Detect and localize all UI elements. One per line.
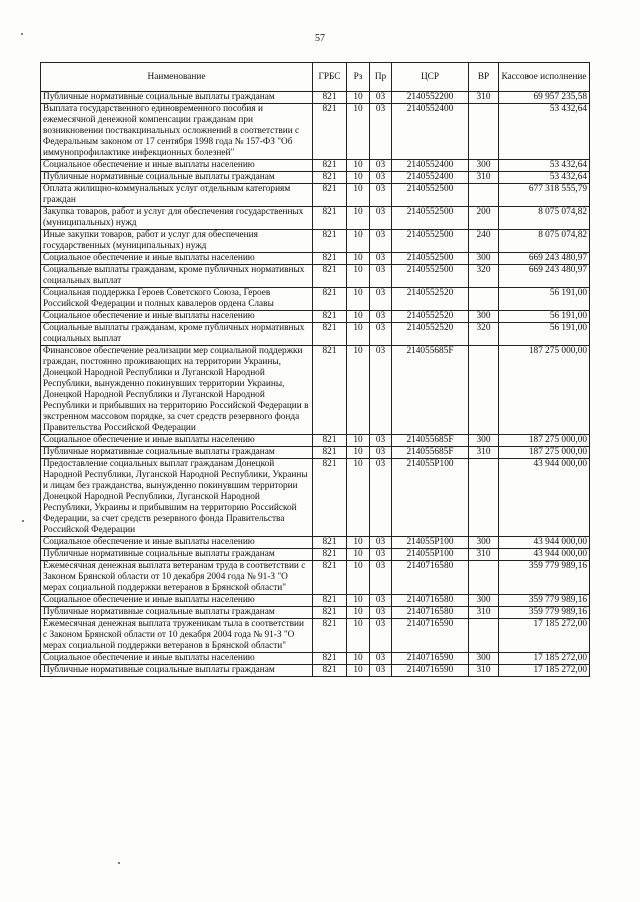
row-amount: 17 185 272,00 xyxy=(499,619,590,653)
row-name: Ежемесячная денежная выплата труженикам тыла в соответствии с Законом Брянской области от 10 декабря 2004 года № 91-З "О мерах социальной поддержки ветеранов в Брянской области" xyxy=(41,619,313,653)
table-row xyxy=(41,435,590,447)
row-amount: 359 779 989,16 xyxy=(499,607,590,619)
row-grbs: 821 xyxy=(313,172,347,184)
row-pr: 03 xyxy=(370,265,392,288)
row-name: Социальное обеспечение и иные выплаты населению xyxy=(41,253,313,265)
table-row xyxy=(41,619,590,653)
row-vr: 300 xyxy=(469,435,499,447)
row-grbs: 821 xyxy=(313,323,347,346)
header-grbs: ГРБС xyxy=(313,63,347,92)
table-row xyxy=(41,253,590,265)
row-name: Финансовое обеспечение реализации мер социальной поддержки граждан, постоянно проживающих на территории Украины, Донецкой Народной Республики и Луганской Народной Республики, вынужденно покинувших территории Украины, Донецкой Народной Республики и Луганской Народной Республики и прибывших на территорию Российской Федерации в экстренном массовом порядке, за счет средств резервного фонда Правительства Российской Федерации xyxy=(41,346,313,435)
row-csr: 214055685F xyxy=(392,435,469,447)
row-pr: 03 xyxy=(370,323,392,346)
row-grbs: 821 xyxy=(313,561,347,595)
row-name: Публичные нормативные социальные выплаты гражданам xyxy=(41,172,313,184)
row-vr: 300 xyxy=(469,253,499,265)
budget-table xyxy=(40,62,590,677)
row-csr: 2140552500 xyxy=(392,207,469,230)
row-vr: 240 xyxy=(469,230,499,253)
row-csr: 2140552400 xyxy=(392,160,469,172)
row-vr xyxy=(469,288,499,311)
row-amount: 359 779 989,16 xyxy=(499,561,590,595)
row-grbs: 821 xyxy=(313,265,347,288)
row-rz: 10 xyxy=(347,253,370,265)
row-pr: 03 xyxy=(370,537,392,549)
row-name: Предоставление социальных выплат гражданам Донецкой Народной Республики, Луганской Народной Республики, Украины и лицам без гражданства, вынужденно покинувшим территории Донецкой Народной Республики, Луганской Народной Республики, Украины и прибывшим на территорию Российской Федерации, за счет средств резервного фонда Правительства Российской Федерации xyxy=(41,459,313,537)
row-rz: 10 xyxy=(347,435,370,447)
row-rz: 10 xyxy=(347,459,370,537)
row-rz: 10 xyxy=(347,561,370,595)
table-row xyxy=(41,288,590,311)
header-vr: ВР xyxy=(469,63,499,92)
header-amount: Кассовое исполнение xyxy=(499,63,590,92)
row-grbs: 821 xyxy=(313,253,347,265)
row-grbs: 821 xyxy=(313,619,347,653)
row-name: Социальные выплаты гражданам, кроме публичных нормативных социальных выплат xyxy=(41,265,313,288)
table-row xyxy=(41,561,590,595)
row-pr: 03 xyxy=(370,665,392,677)
row-name: Публичные нормативные социальные выплаты гражданам xyxy=(41,665,313,677)
header-name: Наименование xyxy=(41,63,313,92)
row-grbs: 821 xyxy=(313,549,347,561)
row-rz: 10 xyxy=(347,595,370,607)
row-name: Социальное обеспечение и иные выплаты населению xyxy=(41,311,313,323)
row-vr: 200 xyxy=(469,207,499,230)
row-csr: 2140552200 xyxy=(392,92,469,104)
row-pr: 03 xyxy=(370,653,392,665)
row-pr: 03 xyxy=(370,288,392,311)
row-name: Иные закупки товаров, работ и услуг для обеспечения государственных (муниципальных) нужд xyxy=(41,230,313,253)
table-row xyxy=(41,653,590,665)
row-amount: 56 191,00 xyxy=(499,311,590,323)
table-header-row xyxy=(41,63,590,92)
row-amount: 17 185 272,00 xyxy=(499,665,590,677)
row-rz: 10 xyxy=(347,549,370,561)
row-csr: 2140716590 xyxy=(392,619,469,653)
table-row xyxy=(41,607,590,619)
row-amount: 669 243 480,97 xyxy=(499,253,590,265)
table-row xyxy=(41,447,590,459)
row-csr: 2140716590 xyxy=(392,665,469,677)
row-rz: 10 xyxy=(347,537,370,549)
row-amount: 43 944 000,00 xyxy=(499,549,590,561)
row-name: Социальное обеспечение и иные выплаты населению xyxy=(41,160,313,172)
table-row xyxy=(41,230,590,253)
row-vr: 310 xyxy=(469,447,499,459)
row-rz: 10 xyxy=(347,346,370,435)
row-grbs: 821 xyxy=(313,665,347,677)
row-vr: 320 xyxy=(469,323,499,346)
row-rz: 10 xyxy=(347,184,370,207)
row-pr: 03 xyxy=(370,104,392,160)
row-csr: 2140716580 xyxy=(392,561,469,595)
row-vr: 310 xyxy=(469,665,499,677)
scan-speck xyxy=(21,33,23,35)
table-row xyxy=(41,595,590,607)
row-rz: 10 xyxy=(347,160,370,172)
row-vr: 300 xyxy=(469,160,499,172)
table-row xyxy=(41,323,590,346)
row-vr: 300 xyxy=(469,653,499,665)
row-vr xyxy=(469,459,499,537)
row-rz: 10 xyxy=(347,104,370,160)
row-name: Публичные нормативные социальные выплаты гражданам xyxy=(41,607,313,619)
row-rz: 10 xyxy=(347,607,370,619)
row-pr: 03 xyxy=(370,447,392,459)
row-vr: 310 xyxy=(469,92,499,104)
row-pr: 03 xyxy=(370,619,392,653)
row-rz: 10 xyxy=(347,323,370,346)
row-name: Выплата государственного единовременного пособия и ежемесячной денежной компенсации гражданам при возникновении поствакцинальных осложнений в соответствии с Федеральным законом от 17 сентября 1998 года № 157-ФЗ "Об иммунопрофилактике инфекционных болезней" xyxy=(41,104,313,160)
row-pr: 03 xyxy=(370,595,392,607)
row-csr: 2140716590 xyxy=(392,653,469,665)
row-amount: 53 432,64 xyxy=(499,160,590,172)
row-amount: 56 191,00 xyxy=(499,323,590,346)
row-name: Публичные нормативные социальные выплаты гражданам xyxy=(41,447,313,459)
table-row xyxy=(41,665,590,677)
row-grbs: 821 xyxy=(313,435,347,447)
row-vr xyxy=(469,184,499,207)
row-csr: 214055685F xyxy=(392,346,469,435)
row-pr: 03 xyxy=(370,230,392,253)
row-rz: 10 xyxy=(347,653,370,665)
row-pr: 03 xyxy=(370,311,392,323)
header-pr: Пр xyxy=(370,63,392,92)
row-name: Публичные нормативные социальные выплаты гражданам xyxy=(41,549,313,561)
row-vr xyxy=(469,346,499,435)
row-name: Социальное обеспечение и иные выплаты населению xyxy=(41,537,313,549)
row-amount: 677 318 555,79 xyxy=(499,184,590,207)
row-name: Закупка товаров, работ и услуг для обеспечения государственных (муниципальных) нужд xyxy=(41,207,313,230)
row-vr xyxy=(469,619,499,653)
row-vr: 300 xyxy=(469,311,499,323)
row-rz: 10 xyxy=(347,447,370,459)
row-rz: 10 xyxy=(347,230,370,253)
row-grbs: 821 xyxy=(313,230,347,253)
row-grbs: 821 xyxy=(313,595,347,607)
row-name: Социальное обеспечение и иные выплаты населению xyxy=(41,435,313,447)
row-grbs: 821 xyxy=(313,653,347,665)
row-pr: 03 xyxy=(370,346,392,435)
scan-speck xyxy=(118,862,120,864)
row-grbs: 821 xyxy=(313,447,347,459)
table-row xyxy=(41,549,590,561)
table-row xyxy=(41,184,590,207)
row-grbs: 821 xyxy=(313,104,347,160)
header-rz: Рз xyxy=(347,63,370,92)
row-vr: 310 xyxy=(469,607,499,619)
row-grbs: 821 xyxy=(313,160,347,172)
row-csr: 2140552500 xyxy=(392,230,469,253)
row-pr: 03 xyxy=(370,549,392,561)
table-body xyxy=(41,92,590,677)
table-row xyxy=(41,104,590,160)
row-amount: 669 243 480,97 xyxy=(499,265,590,288)
row-vr: 300 xyxy=(469,595,499,607)
row-amount: 69 957 235,58 xyxy=(499,92,590,104)
row-pr: 03 xyxy=(370,184,392,207)
row-rz: 10 xyxy=(347,665,370,677)
table-row xyxy=(41,207,590,230)
row-csr: 2140552520 xyxy=(392,323,469,346)
row-csr: 2140716580 xyxy=(392,595,469,607)
table-row xyxy=(41,459,590,537)
row-amount: 17 185 272,00 xyxy=(499,653,590,665)
table-row xyxy=(41,311,590,323)
row-amount: 8 075 074,82 xyxy=(499,207,590,230)
row-csr: 2140716580 xyxy=(392,607,469,619)
row-vr: 310 xyxy=(469,549,499,561)
row-csr: 214055P100 xyxy=(392,459,469,537)
row-csr: 2140552500 xyxy=(392,253,469,265)
row-pr: 03 xyxy=(370,459,392,537)
row-amount: 53 432,64 xyxy=(499,104,590,160)
row-amount: 43 944 000,00 xyxy=(499,537,590,549)
page-number: 57 xyxy=(315,33,325,44)
row-rz: 10 xyxy=(347,288,370,311)
row-csr: 2140552400 xyxy=(392,172,469,184)
row-name: Социальные выплаты гражданам, кроме публичных нормативных социальных выплат xyxy=(41,323,313,346)
row-grbs: 821 xyxy=(313,92,347,104)
row-rz: 10 xyxy=(347,92,370,104)
row-name: Социальное обеспечение и иные выплаты населению xyxy=(41,595,313,607)
row-grbs: 821 xyxy=(313,207,347,230)
row-name: Ежемесячная денежная выплата ветеранам труда в соответствии с Законом Брянской области от 10 декабря 2004 года № 91-З "О мерах социальной поддержки ветеранов в Брянской области" xyxy=(41,561,313,595)
row-name: Социальное обеспечение и иные выплаты населению xyxy=(41,653,313,665)
row-amount: 8 075 074,82 xyxy=(499,230,590,253)
row-grbs: 821 xyxy=(313,288,347,311)
row-name: Социальная поддержка Героев Советского Союза, Героев Российской Федерации и полных кавалеров ордена Славы xyxy=(41,288,313,311)
header-csr: ЦСР xyxy=(392,63,469,92)
row-vr: 300 xyxy=(469,537,499,549)
row-csr: 2140552400 xyxy=(392,104,469,160)
row-csr: 2140552500 xyxy=(392,184,469,207)
row-amount: 43 944 000,00 xyxy=(499,459,590,537)
scan-speck xyxy=(22,520,24,522)
row-pr: 03 xyxy=(370,207,392,230)
row-csr: 2140552520 xyxy=(392,311,469,323)
row-csr: 2140552500 xyxy=(392,265,469,288)
row-amount: 56 191,00 xyxy=(499,288,590,311)
row-csr: 214055685F xyxy=(392,447,469,459)
row-pr: 03 xyxy=(370,160,392,172)
row-rz: 10 xyxy=(347,619,370,653)
row-grbs: 821 xyxy=(313,607,347,619)
row-rz: 10 xyxy=(347,265,370,288)
table-row xyxy=(41,172,590,184)
row-vr xyxy=(469,104,499,160)
row-pr: 03 xyxy=(370,253,392,265)
row-grbs: 821 xyxy=(313,311,347,323)
row-csr: 214055P100 xyxy=(392,537,469,549)
row-vr: 320 xyxy=(469,265,499,288)
table-row xyxy=(41,92,590,104)
row-pr: 03 xyxy=(370,92,392,104)
table-row xyxy=(41,160,590,172)
row-amount: 187 275 000,00 xyxy=(499,346,590,435)
row-pr: 03 xyxy=(370,607,392,619)
row-grbs: 821 xyxy=(313,537,347,549)
row-csr: 2140552520 xyxy=(392,288,469,311)
row-vr xyxy=(469,561,499,595)
row-vr: 310 xyxy=(469,172,499,184)
row-name: Публичные нормативные социальные выплаты гражданам xyxy=(41,92,313,104)
row-grbs: 821 xyxy=(313,346,347,435)
row-amount: 53 432,64 xyxy=(499,172,590,184)
row-grbs: 821 xyxy=(313,459,347,537)
row-rz: 10 xyxy=(347,172,370,184)
row-csr: 214055P100 xyxy=(392,549,469,561)
row-grbs: 821 xyxy=(313,184,347,207)
row-pr: 03 xyxy=(370,172,392,184)
row-name: Оплата жилищно-коммунальных услуг отдельным категориям граждан xyxy=(41,184,313,207)
row-rz: 10 xyxy=(347,207,370,230)
row-amount: 187 275 000,00 xyxy=(499,435,590,447)
table-row xyxy=(41,346,590,435)
table-row xyxy=(41,537,590,549)
row-pr: 03 xyxy=(370,561,392,595)
table-row xyxy=(41,265,590,288)
row-amount: 359 779 989,16 xyxy=(499,595,590,607)
row-rz: 10 xyxy=(347,311,370,323)
row-pr: 03 xyxy=(370,435,392,447)
row-amount: 187 275 000,00 xyxy=(499,447,590,459)
